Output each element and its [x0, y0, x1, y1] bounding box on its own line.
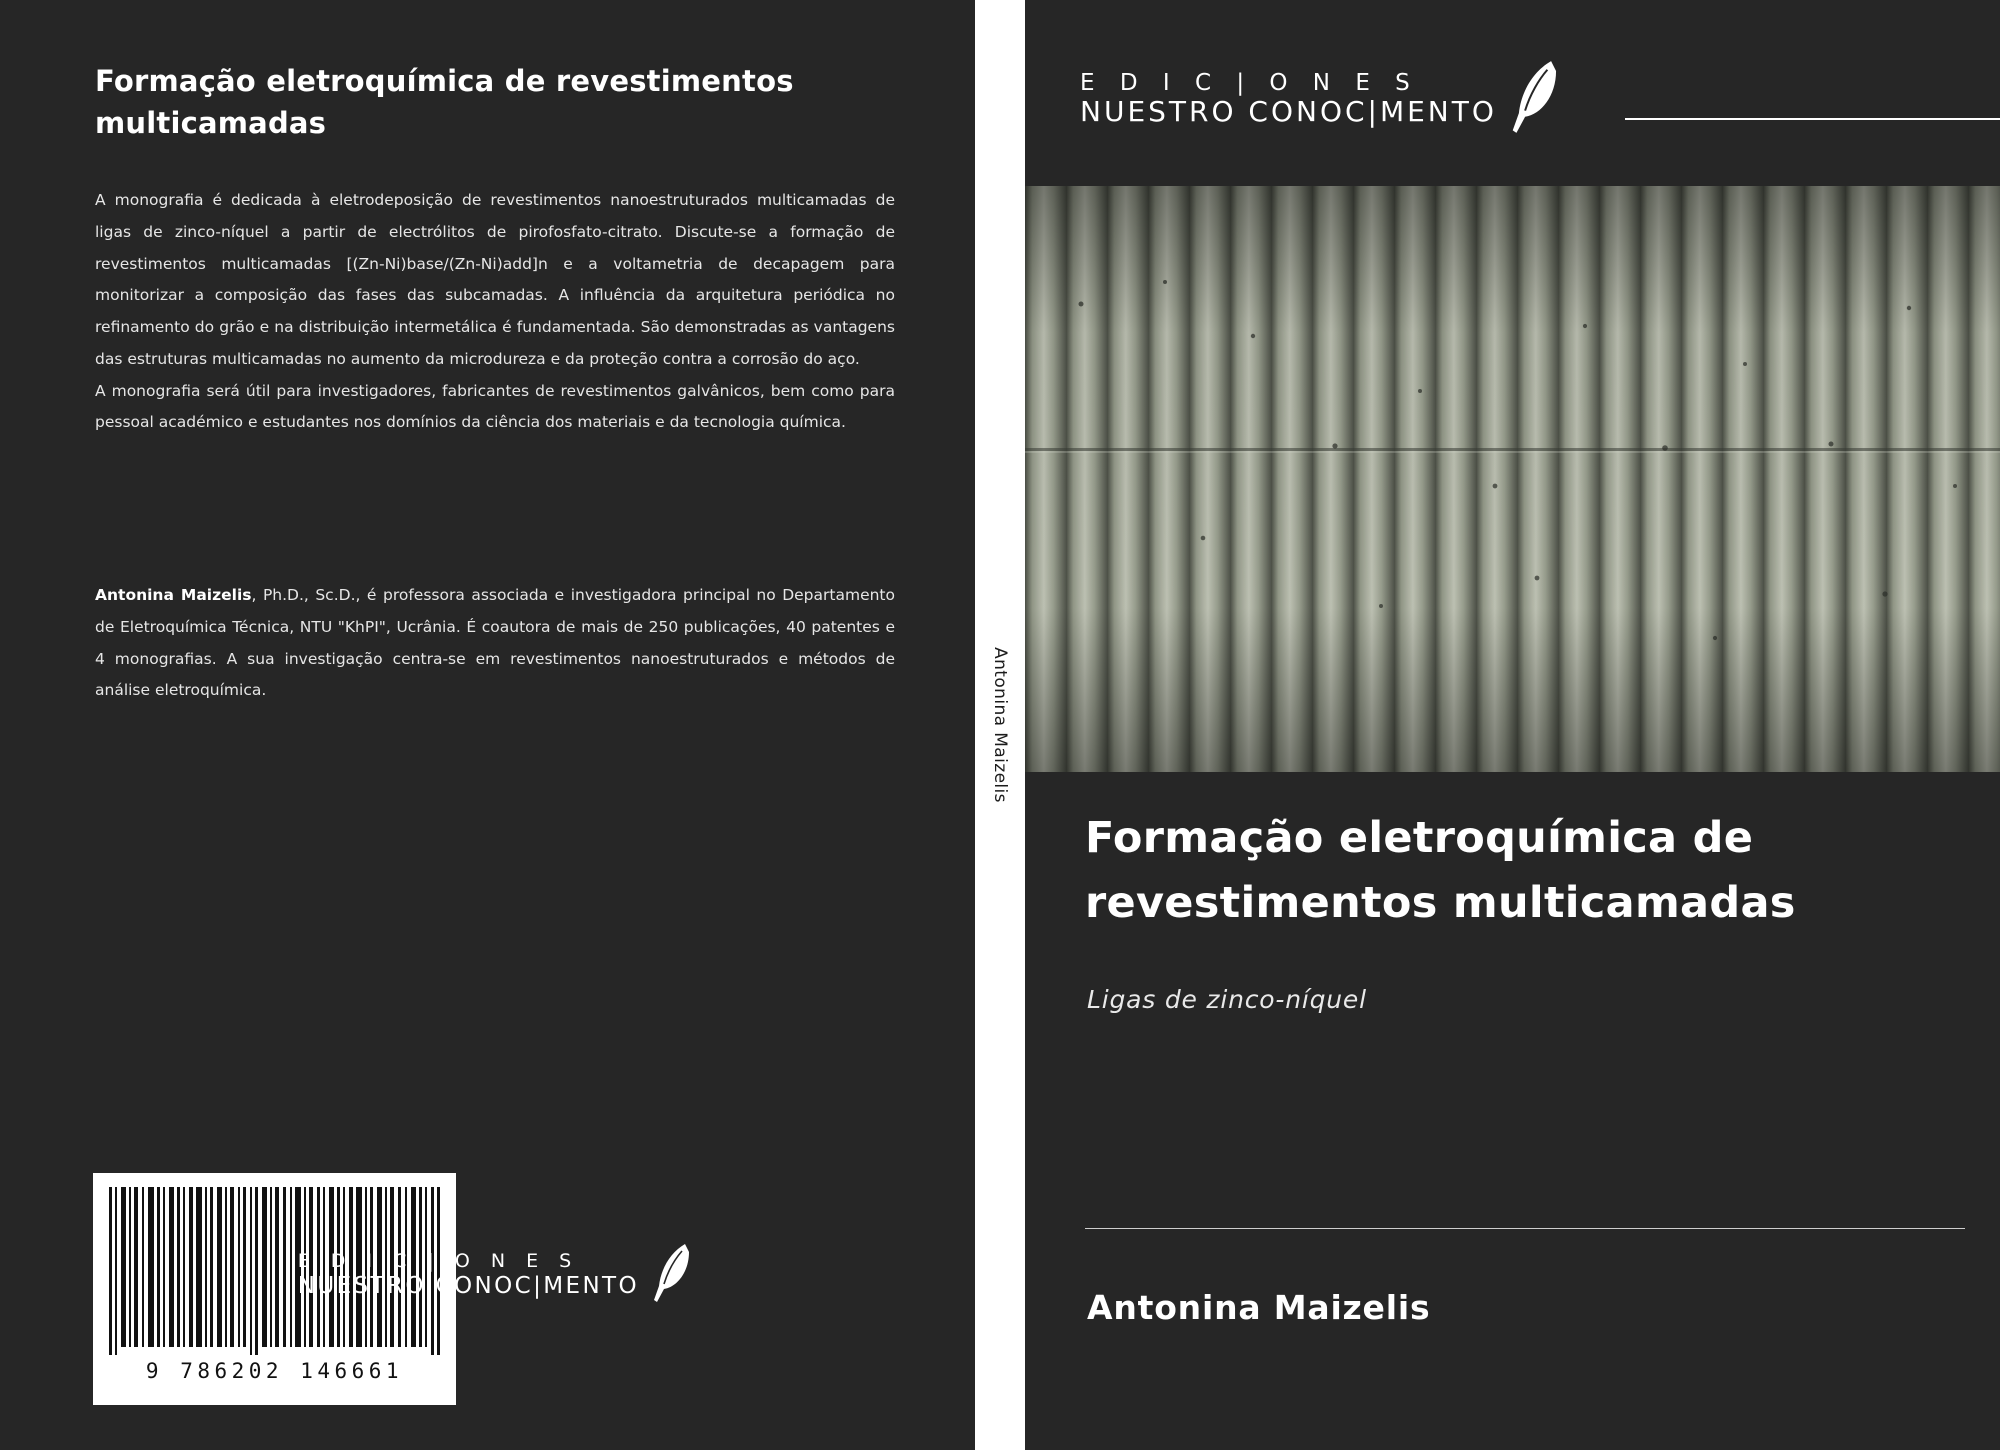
back-cover-description — [95, 185, 895, 439]
back-cover-title: Formação eletroquímica de revestimentos multicamadas — [95, 64, 794, 141]
front-cover-title: Formação eletroquímica de revestimentos multicamadas — [1085, 813, 1796, 928]
front-cover-subtitle: Ligas de zinco-níquel — [1087, 985, 1367, 1014]
publisher-logo-line2: NUESTRO CONOC|MENTO — [297, 1272, 639, 1299]
quill-pen-icon — [1509, 58, 1561, 140]
front-cover — [1025, 0, 2000, 1450]
header-divider — [1625, 118, 2000, 120]
publisher-logo-front-line2: NUESTRO CONOC|MENTO — [1080, 95, 1497, 129]
publisher-logo-line1: E D I C | O N E S — [297, 1249, 579, 1272]
front-cover-divider — [1085, 1228, 1965, 1229]
front-cover-header — [1025, 0, 2000, 186]
spine-author: Antonina Maizelis — [990, 647, 1010, 803]
corrugated-metal-image — [1025, 186, 2000, 772]
back-cover — [0, 0, 975, 1450]
publisher-logo-back — [298, 1242, 693, 1308]
front-cover-author: Antonina Maizelis — [1087, 1288, 1431, 1327]
cover-photograph — [1025, 186, 2000, 772]
description-paragraph-2: A monografia será útil para investigadores, fabricantes de revestimentos galvânicos, bem como para pessoal académico e estudantes nos domínios da ciência dos materiais e da tecnologia química. — [95, 381, 895, 432]
author-name: Antonina Maizelis — [95, 586, 252, 604]
isbn-number: 9 786202 146661 — [145, 1359, 404, 1383]
publisher-logo-front — [1080, 58, 1561, 140]
quill-pen-icon — [651, 1242, 693, 1308]
book-spine — [975, 0, 1025, 1450]
publisher-logo-front-line1: E D I C | O N E S — [1080, 69, 1419, 96]
description-paragraph-1: A monografia é dedicada à eletrodeposição de revestimentos nanoestruturados multicamadas de ligas de zinco-níquel a partir de electrólitos de pirofosfato-citrato. Discute-se a formação de revestimentos multicamadas [(Zn-Ni)base/(Zn-Ni)add]n e a voltametria de decapagem para monitorizar a composição das fases das subcamadas. A influência da arquitetura periódica no refinamento do grão e na distribuição intermetálica é fundamentada. São demonstradas as vantagens das estruturas multicamadas no aumento da microdureza e da proteção contra a corrosão do aço. — [95, 191, 895, 368]
author-biography — [95, 580, 895, 707]
author-bio-text: , Ph.D., Sc.D., é professora associada e investigadora principal no Departamento de Eletroquímica Técnica, NTU "KhPI", Ucrânia. É coautora de mais de 250 publicações, 40 patentes e 4 monografias. A sua investigação centra-se em revestimentos nanoestruturados e métodos de análise eletroquímica. — [95, 586, 895, 700]
